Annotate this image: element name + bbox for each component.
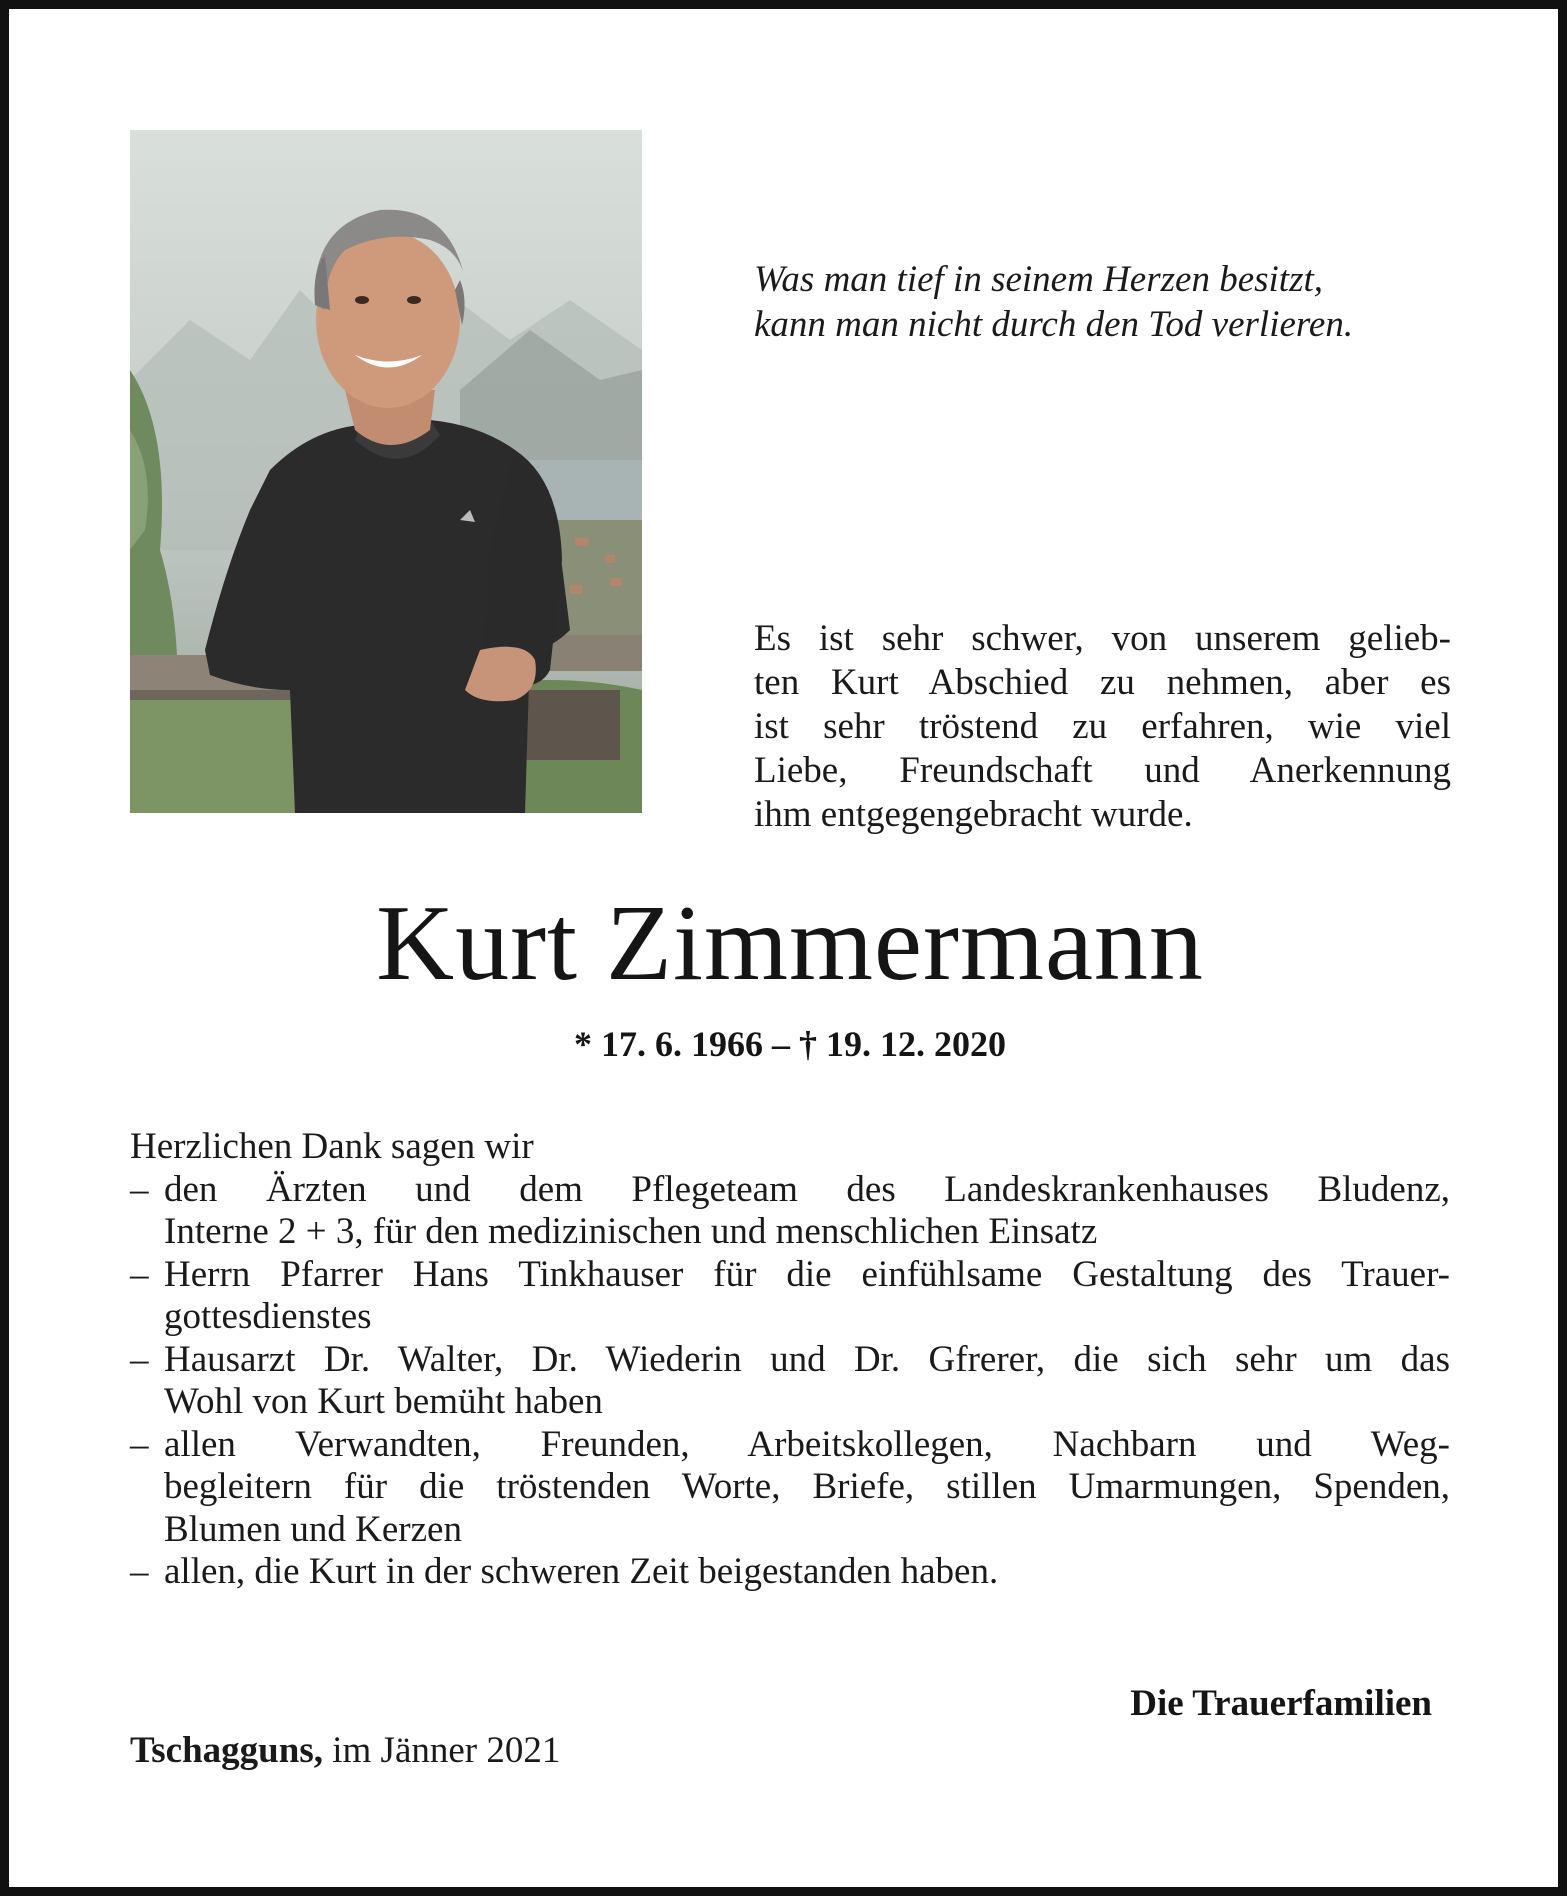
dash-bullet: – bbox=[130, 1338, 149, 1380]
intro-line: Es ist sehr schwer, von unserem gelieb- bbox=[754, 618, 1451, 659]
dash-bullet: – bbox=[130, 1168, 149, 1210]
thanks-item bbox=[130, 1551, 1450, 1594]
dash-bullet: – bbox=[130, 1551, 149, 1592]
intro-line: ihm entgegengebracht wurde. bbox=[754, 794, 1193, 835]
thanks-line: begleitern für die tröstenden Worte, Briefe, stillen Umarmungen, Spenden, bbox=[164, 1466, 1450, 1507]
thanks-heading: Herzlichen Dank sagen wir bbox=[130, 1126, 534, 1167]
thanks-item bbox=[130, 1169, 1450, 1254]
thanks-line: Interne 2 + 3, für den medizinischen und menschlichen Einsatz bbox=[164, 1211, 1098, 1252]
intro-line: ist sehr tröstend zu erfahren, wie viel bbox=[754, 706, 1451, 747]
quote-line: Was man tief in seinem Herzen besitzt, bbox=[754, 259, 1324, 300]
thanks-line: den Ärzten und dem Pflegeteam des Landeskrankenhauses Bludenz, bbox=[164, 1168, 1450, 1210]
portrait-photo bbox=[130, 130, 642, 813]
life-dates: * 17. 6. 1966 – † 19. 12. 2020 bbox=[574, 1024, 1006, 1064]
quote-line: kann man nicht durch den Tod verlieren. bbox=[754, 304, 1354, 345]
thanks-item bbox=[130, 1339, 1450, 1424]
date-text: im Jänner 2021 bbox=[323, 1730, 561, 1771]
memorial-quote bbox=[754, 257, 1474, 347]
place-date bbox=[130, 1729, 560, 1773]
intro-text bbox=[754, 617, 1451, 837]
intro-line: ten Kurt Abschied zu nehmen, aber es bbox=[754, 662, 1451, 703]
thanks-section bbox=[130, 1126, 1450, 1594]
thanks-line: Hausarzt Dr. Walter, Dr. Wiederin und Dr. Gfrerer, die sich sehr um das bbox=[164, 1338, 1450, 1380]
dash-bullet: – bbox=[130, 1253, 149, 1295]
dash-bullet: – bbox=[130, 1423, 149, 1465]
thanks-line: allen, die Kurt in der schweren Zeit beigestanden haben. bbox=[164, 1551, 999, 1592]
thanks-line: allen Verwandten, Freunden, Arbeitskollegen, Nachbarn und Weg- bbox=[164, 1423, 1450, 1465]
thanks-line: Wohl von Kurt bemüht haben bbox=[164, 1381, 603, 1422]
thanks-line: gottesdienstes bbox=[164, 1296, 372, 1337]
thanks-line: Herrn Pfarrer Hans Tinkhauser für die einfühlsame Gestaltung des Trauer- bbox=[164, 1253, 1450, 1295]
thanks-line: Blumen und Kerzen bbox=[164, 1508, 462, 1550]
thanks-item bbox=[130, 1424, 1450, 1552]
place-name: Tschagguns, bbox=[130, 1730, 323, 1771]
family-signature: Die Trauerfamilien bbox=[1130, 1683, 1432, 1724]
deceased-name: Kurt Zimmermann bbox=[376, 884, 1204, 1003]
intro-line: Liebe, Freundschaft und Anerkennung bbox=[754, 750, 1451, 791]
thanks-item bbox=[130, 1254, 1450, 1339]
